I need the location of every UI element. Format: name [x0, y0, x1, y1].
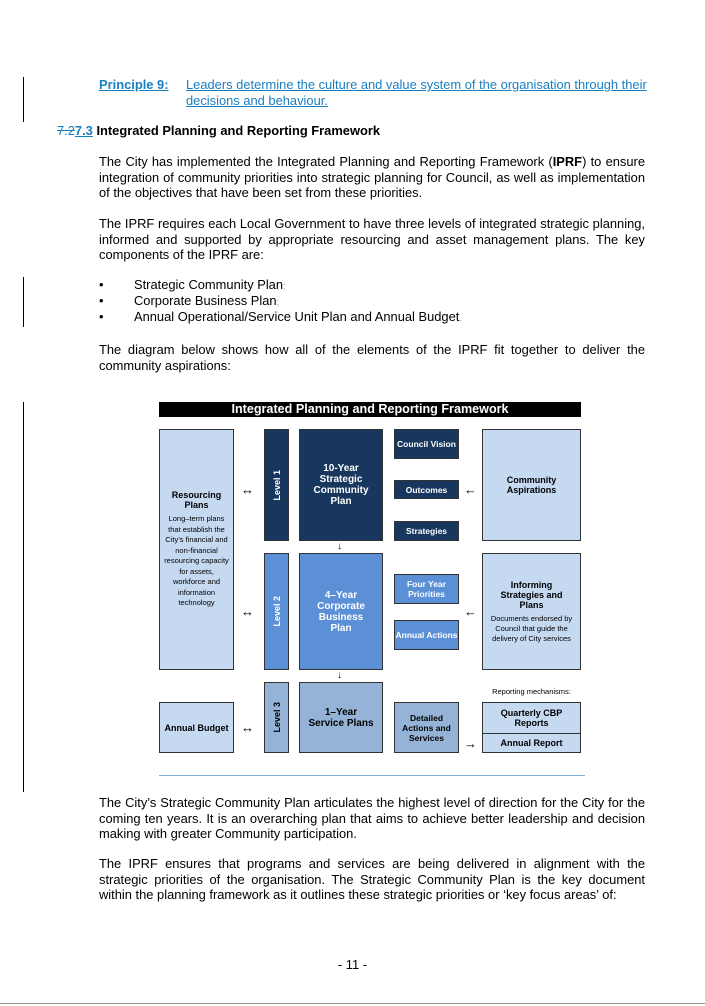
- old-section-number: 7.2: [57, 123, 75, 138]
- section-heading: [57, 123, 380, 138]
- four-year-priorities-box: Four Year Priorities: [394, 574, 459, 604]
- section-title: Integrated Planning and Reporting Framework: [96, 123, 381, 138]
- principle-text: Leaders determine the culture and value system of the organisation through their decisions and behaviour.: [186, 77, 647, 108]
- paragraph-iprf-intro: The City has implemented the Integrated Planning and Reporting Framework (IPRF) to ensure integration of community priorities into strategic planning for Council, as well as implementation of the objectives that have been set from these priorities.: [99, 154, 645, 200]
- change-bar: [23, 77, 24, 122]
- diagram-divider: [159, 775, 585, 776]
- diagram-title: Integrated Planning and Reporting Framework: [159, 402, 581, 417]
- left-arrow-icon: ←: [464, 482, 477, 497]
- quarterly-cbp-reports-box: Quarterly CBP Reports: [482, 702, 581, 734]
- paragraph-diagram-intro: The diagram below shows how all of the elements of the IPRF fit together to deliver the community aspirations:: [99, 342, 645, 373]
- left-arrow-icon: ←: [464, 604, 477, 619]
- corporate-business-plan-box: 4–Year Corporate Business Plan: [299, 553, 383, 670]
- double-arrow-icon: ↔: [241, 720, 254, 735]
- strategic-community-plan-box: 10-Year Strategic Community Plan: [299, 429, 383, 541]
- change-bar: [23, 402, 24, 792]
- annual-actions-box: Annual Actions: [394, 620, 459, 650]
- section-number: 7.3: [74, 123, 93, 138]
- council-vision-box: Council Vision: [394, 429, 459, 459]
- annual-budget-box: Annual Budget: [159, 702, 234, 753]
- iprf-diagram: [159, 402, 589, 782]
- principle-label: Principle 9:: [99, 77, 169, 92]
- informing-strategies-box: Informing Strategies and Plans Documents endorsed by Council that guide the delivery of City services: [482, 553, 581, 670]
- page-bottom-rule: [0, 1003, 705, 1004]
- right-arrow-icon: →: [464, 736, 477, 751]
- paragraph-iprf-alignment: The IPRF ensures that programs and services are being delivered in alignment with the strategic priorities of the organisation. The Strategic Community Plan is the key document within the planning framework as it outlines these strategic priorities or ‘key focus areas’ of:: [99, 856, 645, 902]
- strategies-box: Strategies: [394, 521, 459, 541]
- down-arrow-icon: ↓: [337, 670, 342, 681]
- level-2-label: Level 2: [264, 553, 289, 670]
- paragraph-scp: The City’s Strategic Community Plan articulates the highest level of direction for the City for the coming ten years. It is an overarching plan that aims to achieve better leadership and decision making with greater Community participation.: [99, 795, 645, 841]
- level-1-label: Level 1: [264, 429, 289, 541]
- detailed-actions-box: Detailed Actions and Services: [394, 702, 459, 753]
- double-arrow-icon: ↔: [241, 482, 254, 497]
- outcomes-box: Outcomes: [394, 480, 459, 499]
- annual-report-box: Annual Report: [482, 733, 581, 753]
- paragraph-iprf-levels: The IPRF requires each Local Government to have three levels of integrated strategic planning, informed and supported by appropriate resourcing and asset management plans. The key components of the IPRF are:: [99, 216, 645, 262]
- double-arrow-icon: ↔: [241, 604, 254, 619]
- resourcing-plans-box: Resourcing Plans Long–term plans that establish the City’s financial and non-financial resourcing capacity for assets, workforce and information technology: [159, 429, 234, 670]
- community-aspirations-box: Community Aspirations: [482, 429, 581, 541]
- level-3-label: Level 3: [264, 682, 289, 753]
- change-bar: [23, 277, 24, 327]
- reporting-mechanisms-label: Reporting mechanisms:: [492, 687, 571, 696]
- service-plans-box: 1–Year Service Plans: [299, 682, 383, 753]
- down-arrow-icon: ↓: [337, 541, 342, 552]
- page-number: - 11 -: [337, 957, 368, 972]
